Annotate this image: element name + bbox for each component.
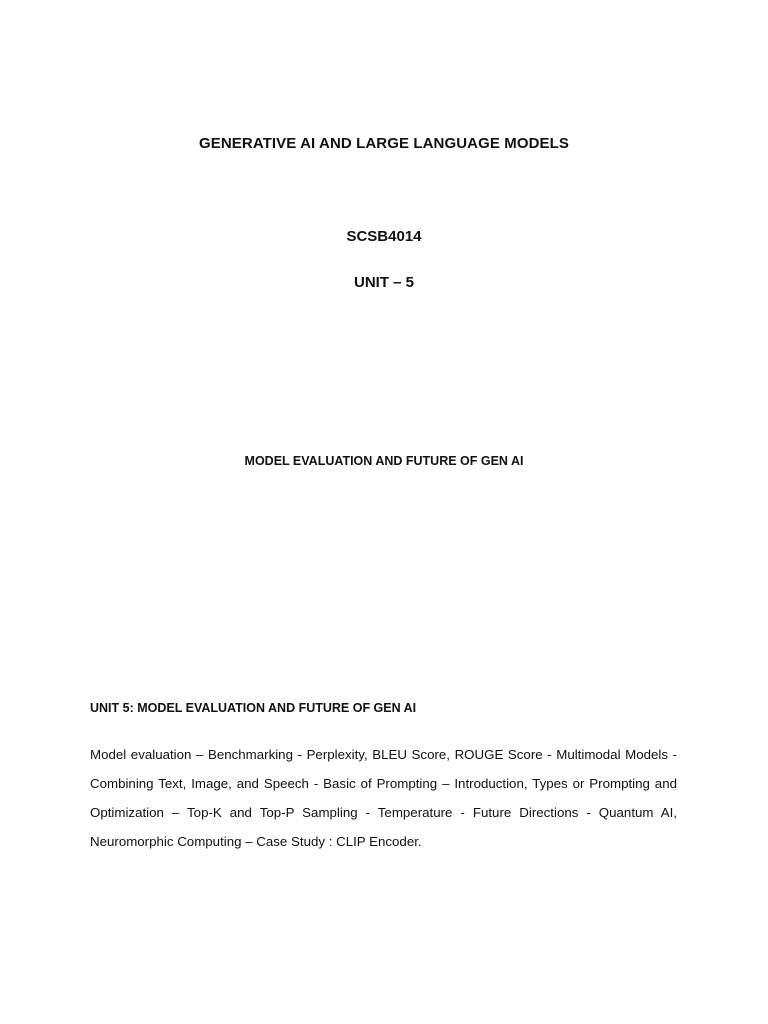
syllabus-heading: UNIT 5: MODEL EVALUATION AND FUTURE OF GEN AI (90, 701, 417, 715)
course-title: GENERATIVE AI AND LARGE LANGUAGE MODELS (198, 135, 570, 152)
unit-topic: MODEL EVALUATION AND FUTURE OF GEN AI (244, 454, 524, 468)
unit-label: UNIT – 5 (353, 274, 414, 291)
syllabus-paragraph: Model evaluation – Benchmarking - Perplexity, BLEU Score, ROUGE Score - Multimodal Models - Combining Text, Image, and Speech - Basic of Prompting – Introduction, Types or Prompting and Optimization – Top-K and Top-P Sampling - Temperature - Future Directions - Quantum AI, Neuromorphic Computing – Case Study : CLIP Encoder. (90, 747, 677, 849)
course-code: SCSB4014 (346, 228, 422, 245)
